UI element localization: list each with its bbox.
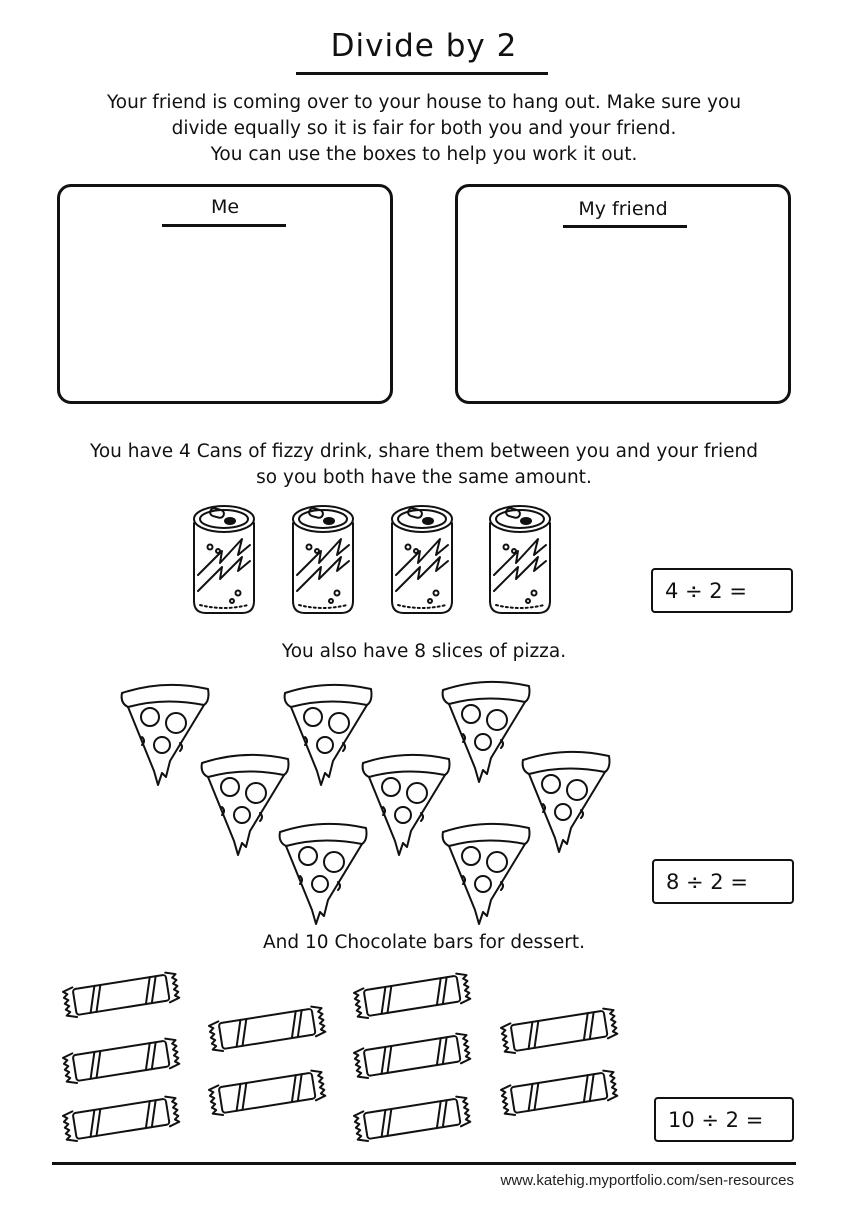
footer-rule (52, 1162, 796, 1165)
drink-can-icon (293, 506, 353, 613)
drink-can-icon (392, 506, 452, 613)
chocolate-prompt: And 10 Chocolate bars for dessert. (263, 932, 585, 953)
chocolate-answer-box[interactable] (654, 1097, 794, 1142)
me-box-label: Me (210, 196, 240, 218)
chocolate-bar-icon (208, 1069, 325, 1116)
pizza-slice-icon (523, 752, 610, 852)
pizza-prompt: You also have 8 slices of pizza. (281, 641, 567, 662)
chocolate-equation: 10 ÷ 2 = (668, 1107, 764, 1132)
drinks-prompt-line-2: so you both have the same amount. (256, 467, 592, 488)
drinks-answer-box[interactable] (651, 568, 793, 613)
page-title: Divide by 2 (330, 28, 518, 64)
pizza-slice-icon (202, 755, 289, 855)
chocolate-bar-icon (62, 1095, 179, 1142)
instructions-line-2: divide equally so it is fair for both you and your friend. (171, 118, 677, 139)
pizza-slice-icon (363, 755, 450, 855)
drinks-equation: 4 ÷ 2 = (665, 578, 747, 603)
drink-can-icon (490, 506, 550, 613)
drinks-prompt-line-1: You have 4 Cans of fizzy drink, share them between you and your friend (90, 441, 758, 462)
drink-can-icon (194, 506, 254, 613)
chocolate-bar-icon (353, 1032, 470, 1079)
pizza-equation: 8 ÷ 2 = (666, 869, 748, 894)
footer-url[interactable]: www.katehig.myportfolio.com/sen-resources (500, 1172, 794, 1189)
pizza-slice-icon (285, 685, 372, 785)
chocolate-bar-icon (208, 1005, 325, 1052)
chocolate-bar-icon (500, 1069, 617, 1116)
pizza-answer-box[interactable] (652, 859, 794, 904)
chocolate-bar-icon (500, 1007, 617, 1054)
friend-box-label: My friend (578, 198, 668, 220)
instructions-line-1: Your friend is coming over to your house to hang out. Make sure you (106, 92, 742, 113)
pizza-slice-icon (443, 824, 530, 924)
chocolate-bar-icon (62, 971, 179, 1018)
instructions-line-3: You can use the boxes to help you work it out. (210, 144, 638, 165)
pizza-slice-icon (280, 824, 367, 924)
pizza-slice-icon (122, 685, 209, 785)
chocolate-bar-icon (353, 1095, 470, 1142)
chocolate-bar-icon (353, 972, 470, 1019)
pizza-slice-icon (443, 682, 530, 782)
chocolate-bar-icon (62, 1037, 179, 1084)
